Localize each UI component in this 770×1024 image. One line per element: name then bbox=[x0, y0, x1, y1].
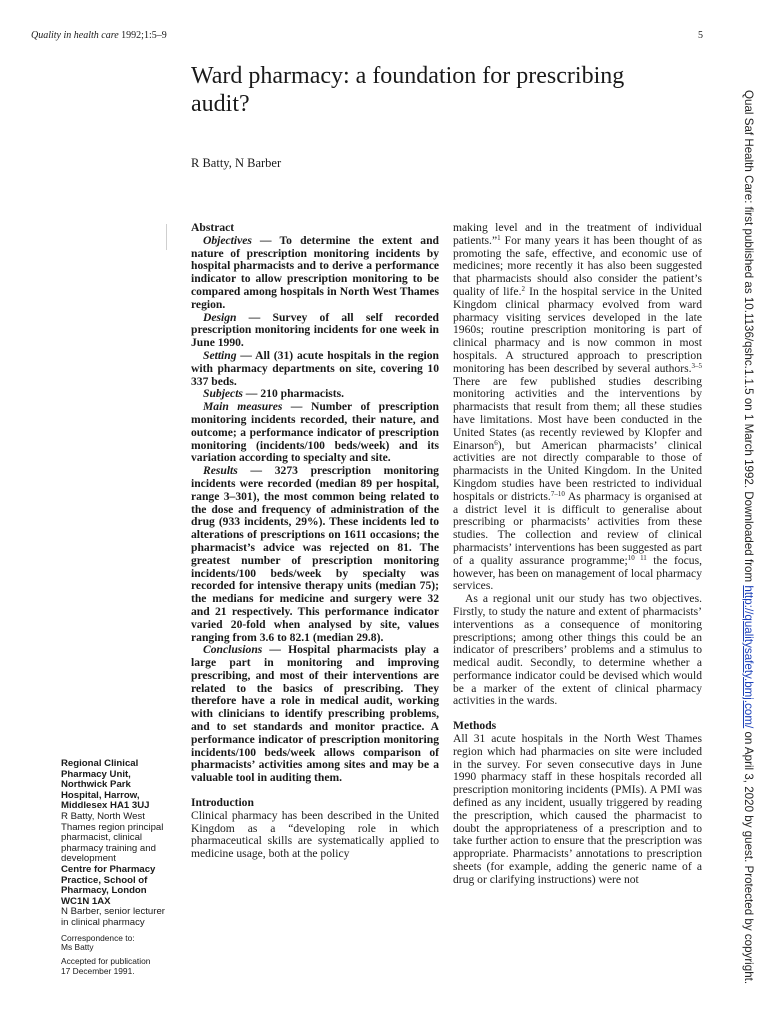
affiliation-line: Regional Clinical bbox=[61, 758, 139, 769]
affiliation-line: WC1N 1AX bbox=[61, 895, 111, 907]
setting-label: Setting — bbox=[203, 348, 252, 362]
objectives-label: Objectives — bbox=[203, 233, 272, 247]
introduction-paragraph: Clinical pharmacy has been described in the United Kingdom as a “developing role in which pharmaceutical skills are systematically applied to medicine usage, both at the policy bbox=[191, 808, 439, 861]
setting-text: All (31) acute hospitals in the region with pharmacy departments on site, covering 10 337 beds. bbox=[191, 348, 439, 388]
abstract-results bbox=[191, 465, 439, 644]
abstract-measures bbox=[191, 401, 439, 465]
abstract-heading: Abstract bbox=[191, 221, 235, 234]
ref-6: 6 bbox=[494, 438, 498, 447]
correspondence-line: Ms Batty bbox=[61, 941, 94, 952]
abstract-objectives bbox=[191, 235, 439, 312]
journal-volume: 1992;1:5–9 bbox=[121, 30, 167, 41]
author-role-line: in clinical pharmacy bbox=[61, 916, 145, 928]
margin-rule bbox=[166, 224, 167, 250]
left-column bbox=[191, 222, 439, 861]
running-header bbox=[31, 30, 167, 41]
author-role-line: pharmacist, clinical bbox=[61, 832, 143, 844]
ref-3-5: 3–5 bbox=[691, 361, 702, 370]
design-label: Design — bbox=[203, 310, 261, 324]
intro-text-c: In the hospital service in the United Kingdom clinical pharmacy evolved from ward pharmacy visiting services developed in the late 1960s; routine prescription monitoring is part of clinical pharmacy and is now common in most hospitals. A structured approach to prescription monitoring has been described by several authors. bbox=[453, 284, 702, 375]
conclusions-label: Conclusions — bbox=[203, 643, 281, 657]
measures-text: Number of prescription monitoring incidents recorded, their nature, and outcome; a performance indicator of prescription monitoring (incidents/100 beds/week) and its variation according to specialty and site. bbox=[191, 400, 439, 465]
ref-2: 2 bbox=[521, 284, 525, 293]
ref-7-10: 7–10 bbox=[550, 489, 565, 498]
author-role-line: pharmacy training and bbox=[61, 842, 156, 854]
methods-heading: Methods bbox=[453, 719, 497, 733]
measures-label: Main measures — bbox=[203, 400, 303, 414]
accepted-line: 17 December 1991. bbox=[61, 965, 135, 976]
affiliation-line: Pharmacy, London bbox=[61, 885, 147, 897]
conclusions-text: Hospital pharmacists play a large part in monitoring and improving prescribing, and most of their interventions are related to the basics of prescribing. They therefore have a role in medical audit, working with clinicians to identify prescribing problems, and to set standards and monitor practice. A performance indicator of prescription monitoring incidents/100 beds/week allows comparison of pharmacists’ activities among sites and may be a valuable tool in auditing them. bbox=[191, 643, 439, 785]
correspondence-line: Correspondence to: bbox=[61, 932, 135, 943]
copyright-notice bbox=[733, 90, 759, 985]
introduction-heading: Introduction bbox=[191, 796, 254, 810]
author-role-line: development bbox=[61, 853, 116, 865]
affiliation-line: Practice, School of bbox=[61, 874, 148, 886]
intro-text-a: making level and in the treatment of individual patients.” bbox=[453, 221, 702, 247]
intro-text-b: For many years it has been thought of as promoting the safe, effective, and economic use of medicines; more recently it has also been suggested that pharmacists should also consider the patient’s quality of life. bbox=[453, 233, 702, 298]
results-text: 3273 prescription monitoring incidents were recorded (median 89 per hospital, range 3–301), the most common being related to the dose and frequency of administration of the drug (933 incidents, 29%). These incidents led to alterations of prescriptions on 1611 occasions; the pharmacist’s advice was rejected on 81. The greatest number of prescription monitoring incidents/100 beds/week by specialty was recorded for intensive therapy units (median 75); the medians for medicine and surgery were 32 and 21 respectively. This performance indicator varied 20-fold when analysed by site, values ranging from 3.6 to 82.1 (median 29.8). bbox=[191, 464, 439, 644]
subjects-text: 210 pharmacists. bbox=[260, 387, 345, 401]
subjects-label: Subjects — bbox=[203, 387, 258, 401]
right-column bbox=[453, 222, 702, 887]
affiliation-line: Pharmacy Unit, bbox=[61, 768, 131, 780]
article-title: Ward pharmacy: a foundation for prescribing audit? bbox=[191, 63, 625, 117]
accepted-line: Accepted for publication bbox=[61, 956, 151, 967]
article-authors: R Batty, N Barber bbox=[191, 156, 282, 170]
intro-text-f: As pharmacy is organised at a district level it is difficult to generalise about prescribing or pharmacists’ activities from these studies. The collection and review of clinical pharmacists’ interventions has been suggested as part of a quality assurance programme; bbox=[453, 489, 702, 567]
affiliation-line: Centre for Pharmacy bbox=[61, 863, 156, 875]
affiliations bbox=[61, 759, 181, 976]
journal-name: Quality in health care bbox=[31, 30, 119, 41]
author-role-line: Thames region principal bbox=[61, 821, 164, 833]
notice-text-end: on April 3, 2020 by guest. Protected by copyright. bbox=[742, 728, 755, 985]
intro-text-g: the focus, however, has been on management of local pharmacy services. bbox=[453, 553, 702, 593]
intro-text-d: There are few published studies describing monitoring activities and the interventions by pharmacists that result from them; all these studies have limitations. Most have been conducted in the United States (as recently reviewed by Klopfer and Einarson bbox=[453, 374, 702, 452]
affiliation-line: Hospital, Harrow, bbox=[61, 789, 140, 801]
intro-continued-paragraph bbox=[453, 222, 702, 593]
affiliation-line: Middlesex HA1 3UJ bbox=[61, 800, 150, 812]
intro-text-e: ), but American pharmacists’ clinical activities are not directly comparable to those of pharmacists in the United Kingdom. In the United Kingdom studies have been restricted to individual hospitals or districts. bbox=[453, 438, 702, 503]
author-role-line: N Barber, senior lecturer bbox=[61, 906, 165, 918]
design-text: Survey of all self recorded prescription monitoring incidents for one week in June 1990. bbox=[191, 310, 439, 350]
methods-paragraph: All 31 acute hospitals in the North West Thames region which had pharmacies on site were included in the survey. For seven consecutive days in June 1990 pharmacy staff in these hospitals recorded all prescription monitoring incidents (PMIs). A PMI was defined as any incident, usually triggered by reading the prescription, which caused the pharmacist to doubt the appropriateness of a prescription and to take further action to ensure that the prescription was appropriate. Pharmacists’ annotations to prescription sheets (for example, adding the generic name of a drug or clarifying instructions) were not bbox=[453, 732, 702, 886]
objectives-text: To determine the extent and nature of prescription monitoring incidents by hospital pharmacists and to derive a performance indicator to allow prescription monitoring to be compared among hospitals in North West Thames region. bbox=[191, 233, 439, 311]
author-role-line: R Batty, North West bbox=[61, 810, 145, 822]
results-label: Results — bbox=[203, 464, 263, 478]
abstract-setting bbox=[191, 350, 439, 388]
affiliation-line: Northwick Park bbox=[61, 779, 131, 791]
journal-link[interactable]: http://qualitysafety.bmj.com/ bbox=[742, 585, 755, 729]
objectives-paragraph: As a regional unit our study has two objectives. Firstly, to study the nature and extent of pharmacists’ interventions as a consequence of monitoring prescriptions; among other things this could be an indicator of prescribers’ problems and a stimulus to medical audit. Secondly, to determine whether a performance indicator could be devised which would be a marker of the extent of clinical pharmacy activities in the wards. bbox=[453, 592, 702, 708]
abstract-conclusions bbox=[191, 644, 439, 785]
notice-text-start: Qual Saf Health Care: first published as 10.1136/qshc.1.1.5 on 1 March 1992. Downloaded from bbox=[742, 90, 755, 586]
ref-1: 1 bbox=[497, 233, 501, 242]
page-number: 5 bbox=[698, 30, 703, 41]
ref-10-11: 10 11 bbox=[627, 553, 647, 562]
abstract-design bbox=[191, 312, 439, 350]
